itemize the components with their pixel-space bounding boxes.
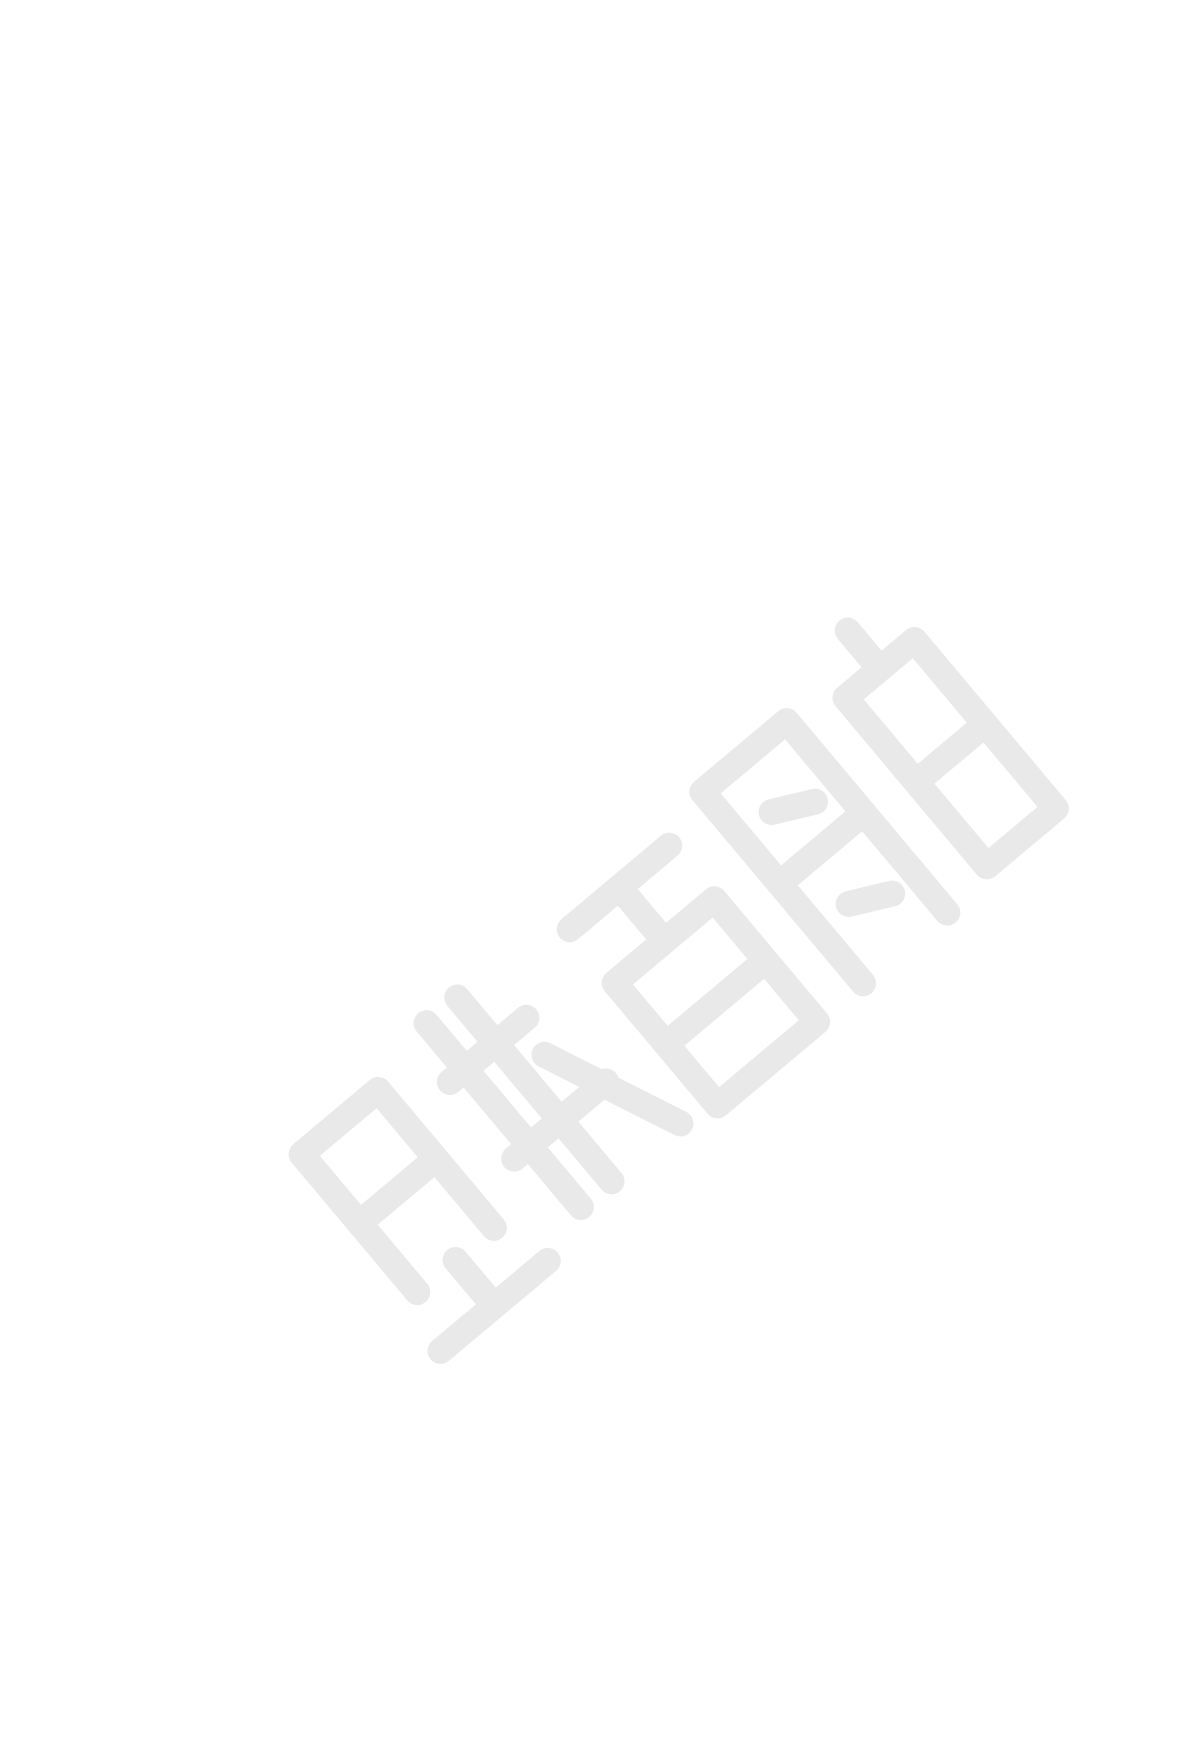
watermark-graphic — [180, 520, 1080, 1420]
watermark — [180, 520, 1080, 1420]
